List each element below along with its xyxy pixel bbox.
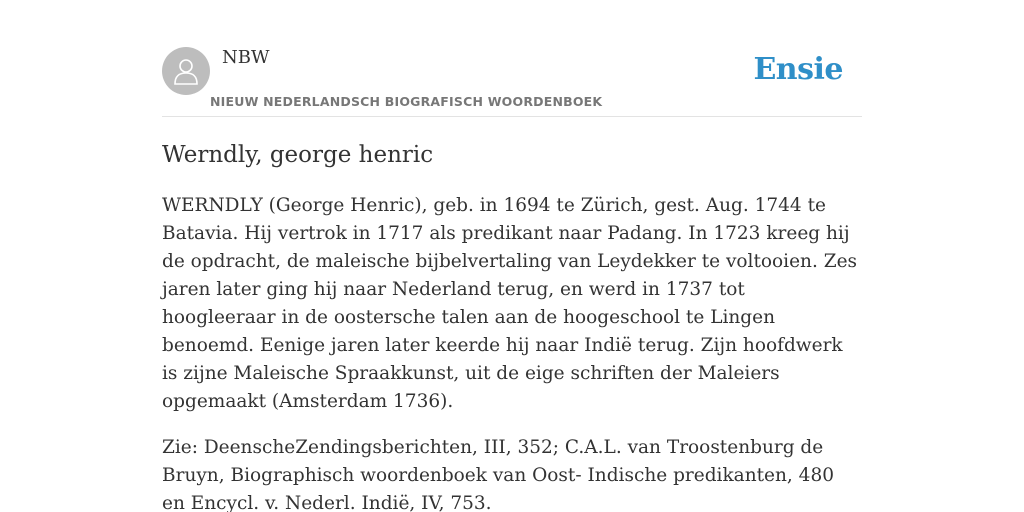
source-name[interactable]: NBW bbox=[222, 47, 270, 68]
user-icon bbox=[173, 57, 199, 85]
article-references: Zie: DeenscheZendingsberichten, III, 352; C.A.L. van Troostenburg de Bruyn, Biographisch woordenboek van Oost- Indische predikanten, 480 en Encycl. v. Nederl. Indië, IV, 753. bbox=[162, 437, 834, 512]
page-title: Werndly, george henric bbox=[162, 142, 434, 168]
article-paragraph: WERNDLY (George Henric), geb. in 1694 te Zürich, gest. Aug. 1744 te Batavia. Hij vertrok in 1717 als predikant naar Padang. In 1723 kreeg hij de opdracht, de maleische bijbelvertaling van Leydekker te voltooien. Zes jaren later ging hij naar Nederland terug, en werd in 1737 tot hoogleeraar in de oostersche talen aan de hoogeschool te Lingen benoemd. Eenige jaren later keerde hij naar Indië terug. Zijn hoofdwerk is zijne Maleische Spraakkunst, uit de eige schriften der Maleiers opgemaakt (Amsterdam 1736). bbox=[162, 195, 858, 412]
avatar[interactable] bbox=[162, 47, 210, 95]
brand-logo[interactable]: Ensie bbox=[753, 52, 843, 87]
source-full-name: NIEUW NEDERLANDSCH BIOGRAFISCH WOORDENBOEK bbox=[210, 94, 603, 109]
article-body bbox=[162, 192, 862, 512]
source-header bbox=[162, 46, 862, 117]
